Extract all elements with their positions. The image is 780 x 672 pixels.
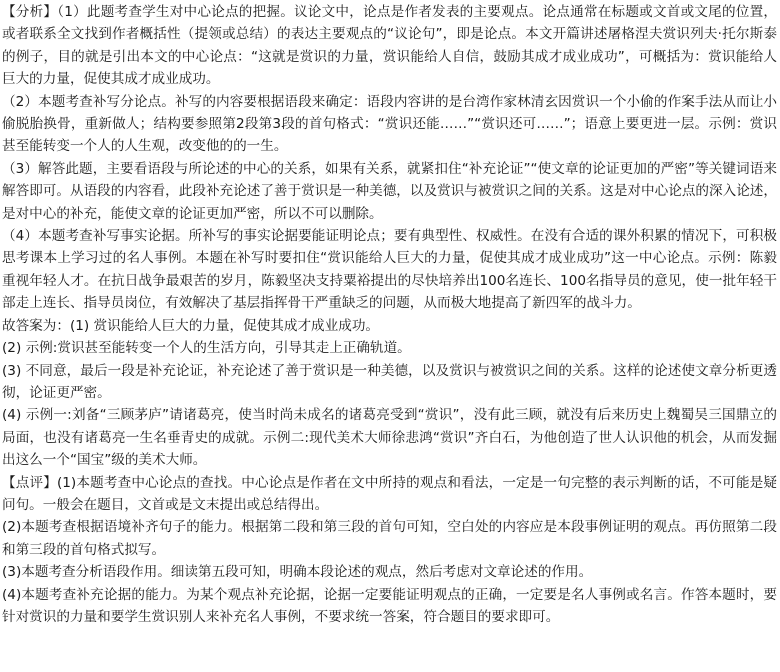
- analysis-paragraph-4: （4）本题考查补写事实论据。所补写的事实论据要能证明论点；要有典型性、权威性。在没有合适的课外积累的情况下，可积极思考课本上学习过的名人事例。本题在补写时要扣住“赏识能给人巨大的力量，促使其成才成业成功”这一中心论点。示例：陈毅重视年轻人才。在抗日战争最艰苦的岁月，陈毅坚决支持粟裕提出的尽快培养出100名连长、100名指导员的意见，使一批年轻干部走上连长、指导员岗位，有效解决了基层指挥骨干严重缺乏的问题，从而极大地提高了新四军的战斗力。: [2, 228, 777, 312]
- answer-2: (2) 示例:赏识甚至能转变一个人的生活方向，引导其走上正确轨道。: [2, 340, 411, 357]
- answer-1: 故答案为：(1) 赏识能给人巨大的力量，促使其成才成业成功。: [2, 317, 380, 334]
- analysis-paragraph-1: [2, 1, 777, 91]
- comment-2: (2)本题考查根据语境补齐句子的能力。根据第二段和第三段的首句可知，空白处的内容应是本段事例证明的观点。再仿照第二段和第三段的首句格式拟写。: [2, 519, 777, 558]
- answer-4: (4) 示例一:刘备“三顾茅庐”请诸葛亮，使当时尚未成名的诸葛亮受到“赏识”，没有此三顾，就没有后来历史上魏蜀吴三国鼎立的局面，也没有诸葛亮一生名垂青史的成就。示例二:现代美术大师徐悲鸿“赏识”齐白石，为他创造了世人认识他的机会，从而发掘出这么一个“国宝”级的美术大师。: [2, 407, 777, 469]
- comment-1: 【点评】(1)本题考查中心论点的查找。中心论点是作者在文中所持的观点和看法，一定是一句完整的表示判断的话，不可能是疑问句。一般会在题目，文首或是文末提出或总结得出。: [2, 474, 777, 513]
- answer-3: (3) 不同意，最后一段是补充论证，补充论述了善于赏识是一种美德，以及赏识与被赏识之间的关系。这样的论述使文章分析更透彻，论证更严密。: [2, 362, 777, 401]
- comment-3: (3)本题考查分析语段作用。细读第五段可知，明确本段论述的观点，然后考虑对文章论述的作用。: [2, 564, 593, 581]
- analysis-paragraph-2: （2）本题考查补写分论点。补写的内容要根据语段来确定：语段内容讲的是台湾作家林清玄因赏识一个小偷的作案手法从而让小偷脱胎换骨，重新做人；结构要参照第2段第3段的首句格式：“赏识还能……”“赏识还可……”；语意上要更进一层。示例：赏识甚至能转变一个人的人生观，改变他的的一生。: [2, 93, 777, 155]
- analysis-item-1: （1）此题考查学生对中心论点的把握。议论文中，论点是作者发表的主要观点。论点通常在标题或文首或文尾的位置，或者联系全文找到作者概括性（提领或总结）的表达主要观点的“议论句”，即是论点。本文开篇讲述屠格涅夫赏识列夫·托尔斯泰的例子，目的就是引出本文的中心论点：“这就是赏识的力量，赏识能给人自信，鼓励其成才成业成功”，可概括为：赏识能给人巨大的力量，促使其成才成业成功。: [2, 4, 777, 88]
- comment-4: (4)本题考查补充论据的能力。为某个观点补充论据，论据一定要能证明观点的正确，一定要是名人事例或名言。作答本题时，要针对赏识的力量和要学生赏识别人来补充名人事例，不要求统一答案，符合题目的要求即可。: [2, 586, 777, 625]
- analysis-paragraph-3: （3）解答此题，主要看语段与所论述的中心的关系，如果有关系，就紧扣住“补充论证”“使文章的论证更加的严密”等关键词语来解答即可。从语段的内容看，此段补充论述了善于赏识是一种美德，以及赏识与被赏识之间的关系。这是对中心论点的深入论述，是对中心的补充，能使文章的论证更加严密，所以不可以删除。: [2, 160, 777, 222]
- analysis-label: 【分析】: [2, 4, 58, 20]
